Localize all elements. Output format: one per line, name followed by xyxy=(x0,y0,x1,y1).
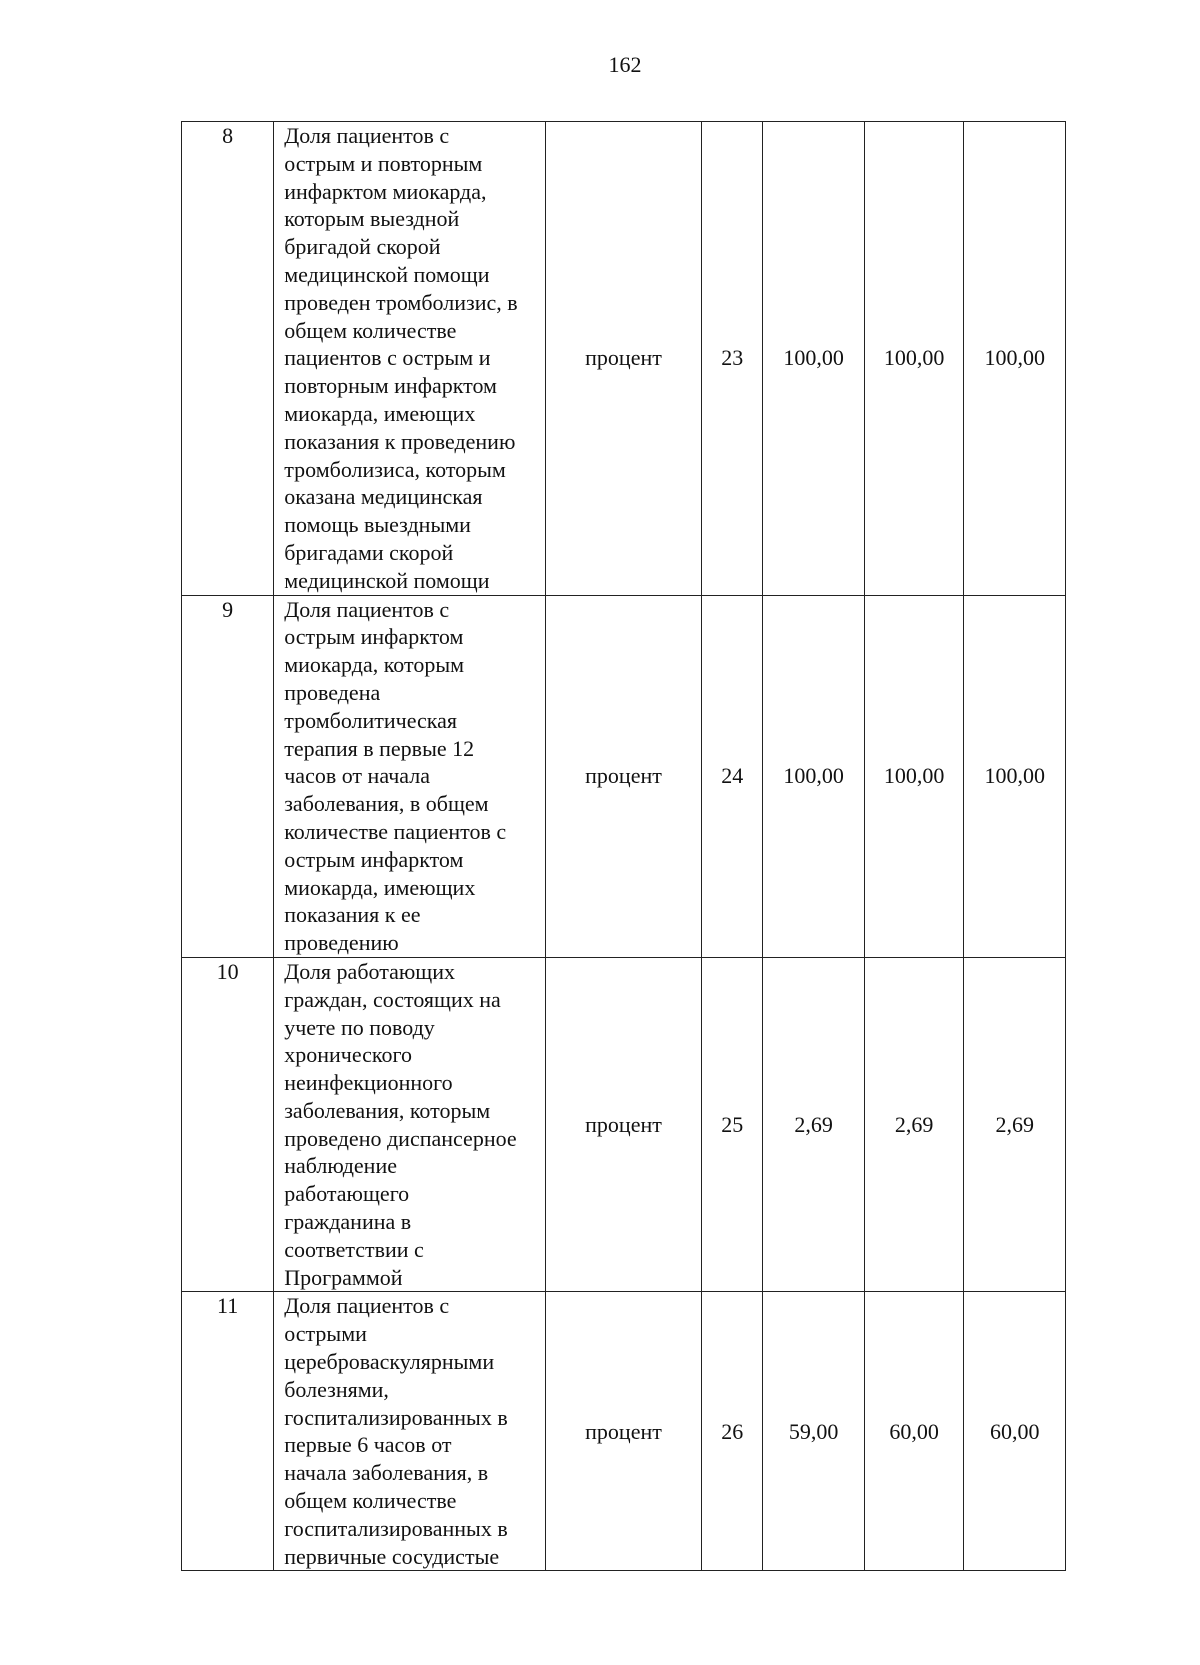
row-number: 11 xyxy=(182,1292,274,1571)
unit-cell: процент xyxy=(545,122,701,596)
table-row xyxy=(182,595,1066,957)
indicator-description xyxy=(274,957,546,1292)
code-cell: 24 xyxy=(702,595,763,957)
value-cell-1: 100,00 xyxy=(763,595,865,957)
table-row xyxy=(182,957,1066,1292)
row-number: 10 xyxy=(182,957,274,1292)
row-number: 9 xyxy=(182,595,274,957)
indicator-description-text: Доля пациентов с острым и повторным инфарктом миокарда, которым выездной бригадой скорой медицинской помощи проведен тромболизис, в общем количестве пациентов с острым и повторным инфарктом миокарда, имеющих показания к проведению тромболизиса, которым оказана медицинская помощь выездными бригадами скорой медицинской помощи xyxy=(284,123,518,593)
value-cell-1: 100,00 xyxy=(763,122,865,596)
indicators-table xyxy=(181,121,1066,1571)
value-cell-2: 60,00 xyxy=(864,1292,963,1571)
code-cell: 26 xyxy=(702,1292,763,1571)
value-cell-1: 59,00 xyxy=(763,1292,865,1571)
indicator-description xyxy=(274,595,546,957)
indicator-description xyxy=(274,122,546,596)
unit-cell: процент xyxy=(545,1292,701,1571)
unit-cell: процент xyxy=(545,595,701,957)
table-row xyxy=(182,1292,1066,1571)
value-cell-3: 100,00 xyxy=(964,595,1066,957)
value-cell-1: 2,69 xyxy=(763,957,865,1292)
table-row xyxy=(182,122,1066,596)
indicator-description xyxy=(274,1292,546,1571)
row-number: 8 xyxy=(182,122,274,596)
value-cell-2: 100,00 xyxy=(864,122,963,596)
value-cell-2: 2,69 xyxy=(864,957,963,1292)
value-cell-3: 2,69 xyxy=(964,957,1066,1292)
unit-cell: процент xyxy=(545,957,701,1292)
value-cell-3: 60,00 xyxy=(964,1292,1066,1571)
value-cell-3: 100,00 xyxy=(964,122,1066,596)
code-cell: 25 xyxy=(702,957,763,1292)
indicator-description-text: Доля работающих граждан, состоящих на учете по поводу хронического неинфекционного заболевания, которым проведено диспансерное наблюдение работающего гражданина в соответствии с Программой xyxy=(284,958,517,1290)
indicator-description-text: Доля пациентов с острыми цереброваскулярными болезнями, госпитализированных в первые 6 часов от начала заболевания, в общем количестве госпитализированных в первичные сосудистые xyxy=(284,1293,508,1569)
page-number: 162 xyxy=(608,52,642,77)
code-cell: 23 xyxy=(702,122,763,596)
value-cell-2: 100,00 xyxy=(864,595,963,957)
indicator-description-text: Доля пациентов с острым инфарктом миокарда, которым проведена тромболитическая терапия в первые 12 часов от начала заболевания, в общем количестве пациентов с острым инфарктом миокарда, имеющих показания к ее проведению xyxy=(284,596,507,956)
